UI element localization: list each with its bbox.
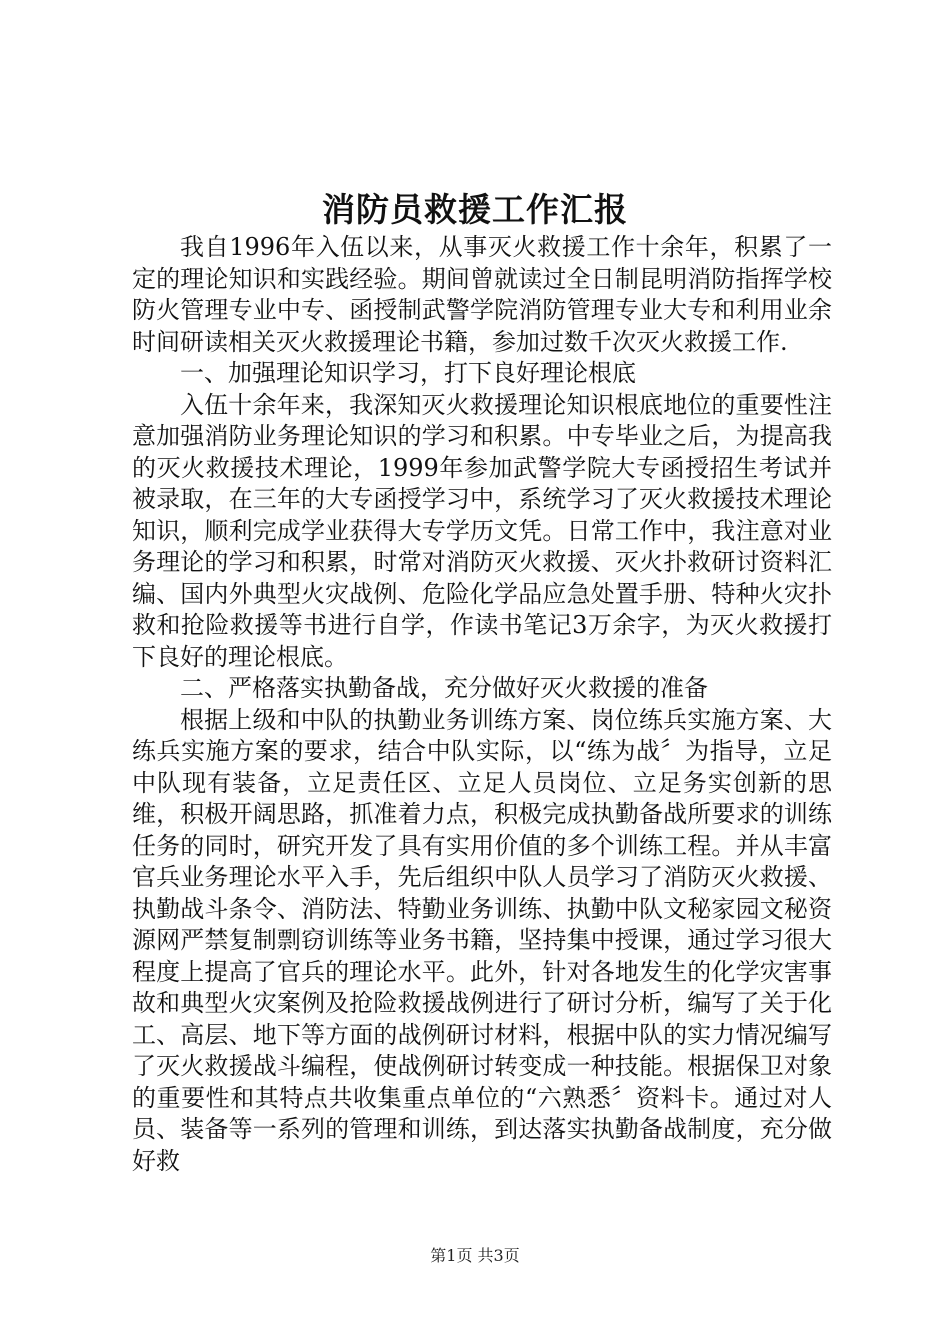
document-body	[132, 232, 832, 1177]
section-heading-1: 一、加强理论知识学习，打下良好理论根底	[180, 359, 636, 387]
paragraph-readiness: 根据上级和中队的执勤业务训练方案、岗位练兵实施方案、大练兵实施方案的要求，结合中队实际，以“练为战〞为指导，立足中队现有装备，立足责任区、立足人员岗位、立足务实创新的思维，积极开阔思路，抓准着力点，积极完成执勤备战所要求的训练任务的同时，研究开发了具有实用价值的多个训练工程。并从丰富官兵业务理论水平入手，先后组织中队人员学习了消防灭火救援、执勤战斗条令、消防法、特勤业务训练、执勤中队文秘家园文秘资源网严禁复制剽窃训练等业务书籍，坚持集中授课，通过学习很大程度上提高了官兵的理论水平。此外，针对各地发生的化学灾害事故和典型火灾案例及抢险救援战例进行了研讨分析，编写了关于化工、高层、地下等方面的战例研讨材料，根据中队的实力情况编写了灭火救援战斗编程，使战例研讨转变成一种技能。根据保卫对象的重要性和其特点共收集重点单位的“六熟悉〞资料卡。通过对人员、装备等一系列的管理和训练，到达落实执勤备战制度，充分做好救	[132, 705, 832, 1175]
paragraph-intro: 我自1996年入伍以来，从事灭火救援工作十余年，积累了一定的理论知识和实践经验。期间曾就读过全日制昆明消防指挥学校防火管理专业中专、函授制武警学院消防管理专业大专和利用业余时间研读相关灭火救援理论书籍，参加过数千次灭火救援工作.	[132, 233, 832, 356]
section-heading-2: 二、严格落实执勤备战，充分做好灭火救援的准备	[180, 674, 708, 702]
page-number-footer: 第1页 共3页	[430, 1246, 520, 1265]
document-title: 消防员救援工作汇报	[322, 190, 628, 229]
paragraph-theory: 入伍十余年来，我深知灭火救援理论知识根底地位的重要性注意加强消防业务理论知识的学习和积累。中专毕业之后，为提高我的灭火救援技术理论，1999年参加武警学院大专函授招生考试并被录取，在三年的大专函授学习中，系统学习了灭火救援技术理论知识，顺利完成学业获得大专学历文凭。日常工作中，我注意对业务理论的学习和积累，时常对消防灭火救援、灭火扑救研讨资料汇编、国内外典型火灾战例、危险化学品应急处置手册、特种火灾扑救和抢险救援等书进行自学，作读书笔记3万余字，为灭火救援打下良好的理论根底。	[132, 390, 832, 671]
